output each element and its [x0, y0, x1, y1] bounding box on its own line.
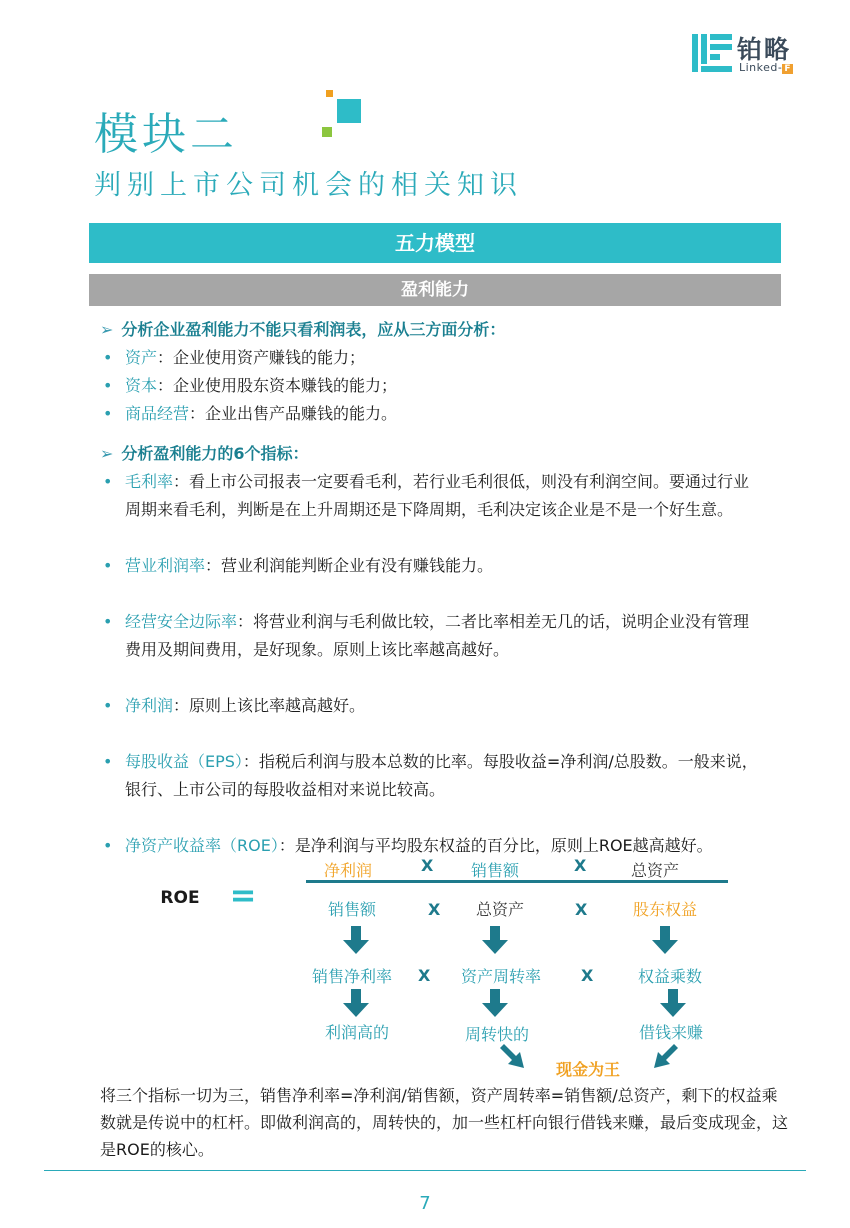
equals-sign: = — [229, 876, 257, 914]
list-item: • 净利润：原则上该比率越高越好。 — [103, 696, 366, 715]
arrow-down-icon — [343, 926, 369, 954]
denominator-sales: 销售额 — [327, 900, 376, 919]
footer-divider — [44, 1170, 806, 1171]
list-item: • 营业利润率：营业利润能判断企业有没有赚钱能力。 — [103, 556, 494, 575]
arrow-down-icon — [652, 926, 678, 954]
denominator-shareholder-equity: 股东权益 — [632, 900, 697, 919]
page-number: 7 — [419, 1193, 431, 1214]
arrowhead-icon: ➢ — [100, 444, 114, 463]
module-subtitle: 判别上市公司机会的相关知识 — [94, 170, 523, 201]
list-item: • 资本：企业使用股东资本赚钱的能力； — [103, 376, 398, 395]
denominator-total-assets: 总资产 — [475, 900, 524, 919]
list-item: • 资产：企业使用资产赚钱的能力； — [103, 348, 366, 367]
ratio-equity-multiplier: 权益乘数 — [637, 967, 702, 986]
multiply-sign: X — [421, 856, 434, 875]
logo-mark-icon — [692, 34, 732, 72]
fraction-line — [306, 880, 728, 883]
meaning-high-profit: 利润高的 — [324, 1023, 389, 1042]
analysis-three-aspects — [100, 316, 765, 428]
ratio-asset-turnover: 资产周转率 — [460, 967, 541, 986]
company-logo — [692, 30, 812, 76]
arrow-diagonal-left-icon — [652, 1042, 680, 1070]
decorative-squares-icon — [318, 90, 368, 146]
numerator-sales: 销售额 — [470, 861, 519, 880]
module-title: 模块二 — [94, 109, 238, 160]
arrow-diagonal-right-icon — [498, 1042, 526, 1070]
arrow-down-icon — [343, 989, 369, 1017]
list-item: • 每股收益（EPS）：指税后利润与股本总数的比率。每股收益=净利润/总股数。一般来说，银行、上市公司的每股收益相对来说比较高。 — [103, 752, 758, 799]
section-heading: ➢ 分析盈利能力的6个指标： — [100, 444, 309, 463]
arrow-down-icon — [482, 926, 508, 954]
multiply-sign: X — [574, 856, 587, 875]
ratio-net-profit-margin: 销售净利率 — [311, 967, 392, 986]
result-cash-is-king: 现金为王 — [555, 1060, 620, 1079]
numerator-net-profit: 净利润 — [323, 861, 372, 880]
arrow-down-icon — [660, 989, 686, 1017]
arrow-down-icon — [482, 989, 508, 1017]
list-item: • 净资产收益率（ROE）：是净利润与平均股东权益的百分比，原则上ROE越高越好。 — [103, 836, 713, 855]
analysis-six-indicators — [100, 440, 765, 860]
multiply-sign: X — [575, 900, 588, 919]
list-item: • 毛利率：看上市公司报表一定要看毛利，若行业毛利很低，则没有利润空间。要通过行业周期来看毛利，判断是在上升周期还是下降周期，毛利决定该企业是不是一个好生意。 — [103, 472, 750, 519]
numerator-total-assets: 总资产 — [630, 861, 679, 880]
multiply-sign: X — [428, 900, 441, 919]
subsection-title-bar: 盈利能力 — [89, 274, 781, 306]
multiply-sign: X — [581, 966, 594, 985]
logo-chinese-name: 铂略 — [737, 35, 792, 64]
meaning-fast-turnover: 周转快的 — [464, 1025, 529, 1044]
list-item: • 商品经营：企业出售产品赚钱的能力。 — [103, 404, 398, 423]
conclusion-paragraph: 将三个指标一切为三，销售净利率=净利润/销售额，资产周转率=销售额/总资产，剩下的权益乘数就是传说中的杠杆。即做利润高的，周转快的，加一些杠杆向银行借钱来赚，最后变成现金，这是ROE的核心。 — [100, 1086, 789, 1159]
section-heading: ➢ 分析企业盈利能力不能只看利润表，应从三方面分析： — [100, 320, 506, 339]
list-item: • 经营安全边际率：将营业利润与毛利做比较，二者比率相差无几的话，说明企业没有管理费用及期间费用，是好现象。原则上该比率越高越好。 — [103, 612, 750, 659]
arrowhead-icon: ➢ — [100, 320, 114, 339]
multiply-sign: X — [418, 966, 431, 985]
logo-english-name: Linked- F — [739, 61, 792, 74]
section-title-bar: 五力模型 — [89, 223, 781, 263]
meaning-borrow-to-earn: 借钱来赚 — [638, 1023, 703, 1042]
roe-label: ROE — [160, 888, 200, 908]
